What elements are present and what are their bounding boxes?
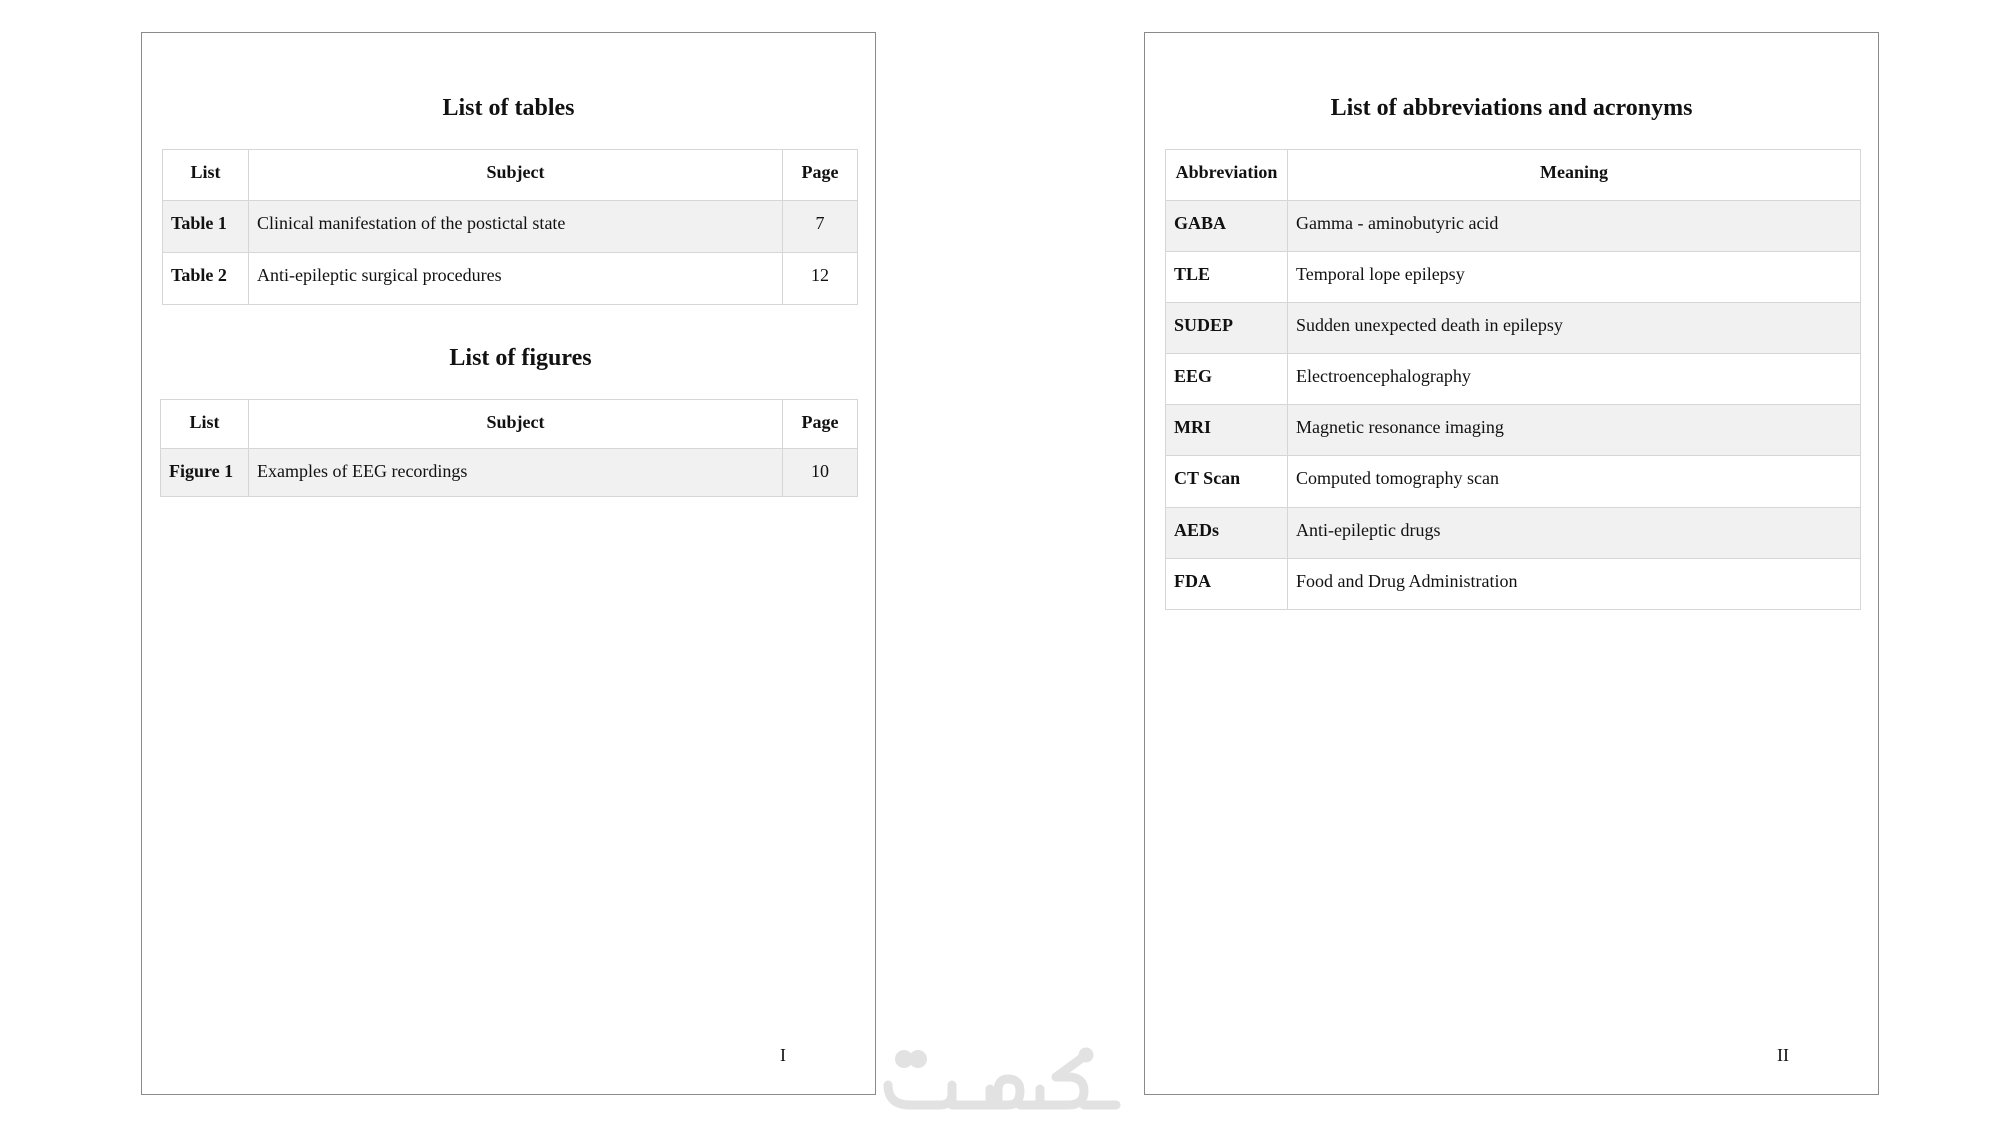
document-page-left (141, 32, 876, 1095)
row-page: 12 (783, 253, 858, 305)
abbreviation-cell: GABA (1166, 201, 1288, 252)
table-header-row (163, 150, 858, 201)
table-header-row (161, 400, 858, 449)
table-row (1166, 252, 1861, 303)
tables-list-table (162, 149, 858, 305)
table-row (163, 201, 858, 253)
column-header-page: Page (783, 400, 858, 449)
meaning-cell: Magnetic resonance imaging (1288, 405, 1861, 456)
row-subject: Examples of EEG recordings (249, 449, 783, 497)
figures-heading: List of figures (449, 345, 592, 371)
table-row (1166, 456, 1861, 508)
row-label: Table 2 (163, 253, 249, 305)
row-subject: Clinical manifestation of the postictal state (249, 201, 783, 253)
column-header-list: List (161, 400, 249, 449)
watermark-logo (880, 1045, 1125, 1111)
meaning-cell: Anti-epileptic drugs (1288, 508, 1861, 559)
meaning-cell: Gamma - aminobutyric acid (1288, 201, 1861, 252)
row-page: 7 (783, 201, 858, 253)
row-label: Table 1 (163, 201, 249, 253)
table-row (1166, 354, 1861, 405)
meaning-cell: Electroencephalography (1288, 354, 1861, 405)
abbreviation-cell: CT Scan (1166, 456, 1288, 508)
column-header-page: Page (783, 150, 858, 201)
column-header-list: List (163, 150, 249, 201)
page-number: I (780, 1045, 786, 1065)
table-row (163, 253, 858, 305)
column-header-abbreviation: Abbreviation (1166, 150, 1288, 201)
row-subject: Anti-epileptic surgical procedures (249, 253, 783, 305)
table-header-row (1166, 150, 1861, 201)
abbreviation-cell: MRI (1166, 405, 1288, 456)
page-number: II (1777, 1045, 1789, 1065)
table-row (1166, 508, 1861, 559)
abbreviation-cell: AEDs (1166, 508, 1288, 559)
meaning-cell: Computed tomography scan (1288, 456, 1861, 508)
figures-list-table (160, 399, 858, 497)
table-row (1166, 559, 1861, 610)
row-page: 10 (783, 449, 858, 497)
tables-heading: List of tables (442, 95, 575, 121)
column-header-meaning: Meaning (1288, 150, 1861, 201)
table-row (161, 449, 858, 497)
abbreviation-cell: TLE (1166, 252, 1288, 303)
abbreviations-heading: List of abbreviations and acronyms (1330, 95, 1693, 121)
column-header-subject: Subject (249, 150, 783, 201)
table-row (1166, 201, 1861, 252)
row-label: Figure 1 (161, 449, 249, 497)
column-header-subject: Subject (249, 400, 783, 449)
table-row (1166, 405, 1861, 456)
abbreviation-cell: FDA (1166, 559, 1288, 610)
meaning-cell: Food and Drug Administration (1288, 559, 1861, 610)
abbreviation-cell: EEG (1166, 354, 1288, 405)
document-page-right (1144, 32, 1879, 1095)
abbreviation-cell: SUDEP (1166, 303, 1288, 354)
abbreviations-table (1165, 149, 1861, 610)
meaning-cell: Sudden unexpected death in epilepsy (1288, 303, 1861, 354)
meaning-cell: Temporal lope epilepsy (1288, 252, 1861, 303)
table-row (1166, 303, 1861, 354)
